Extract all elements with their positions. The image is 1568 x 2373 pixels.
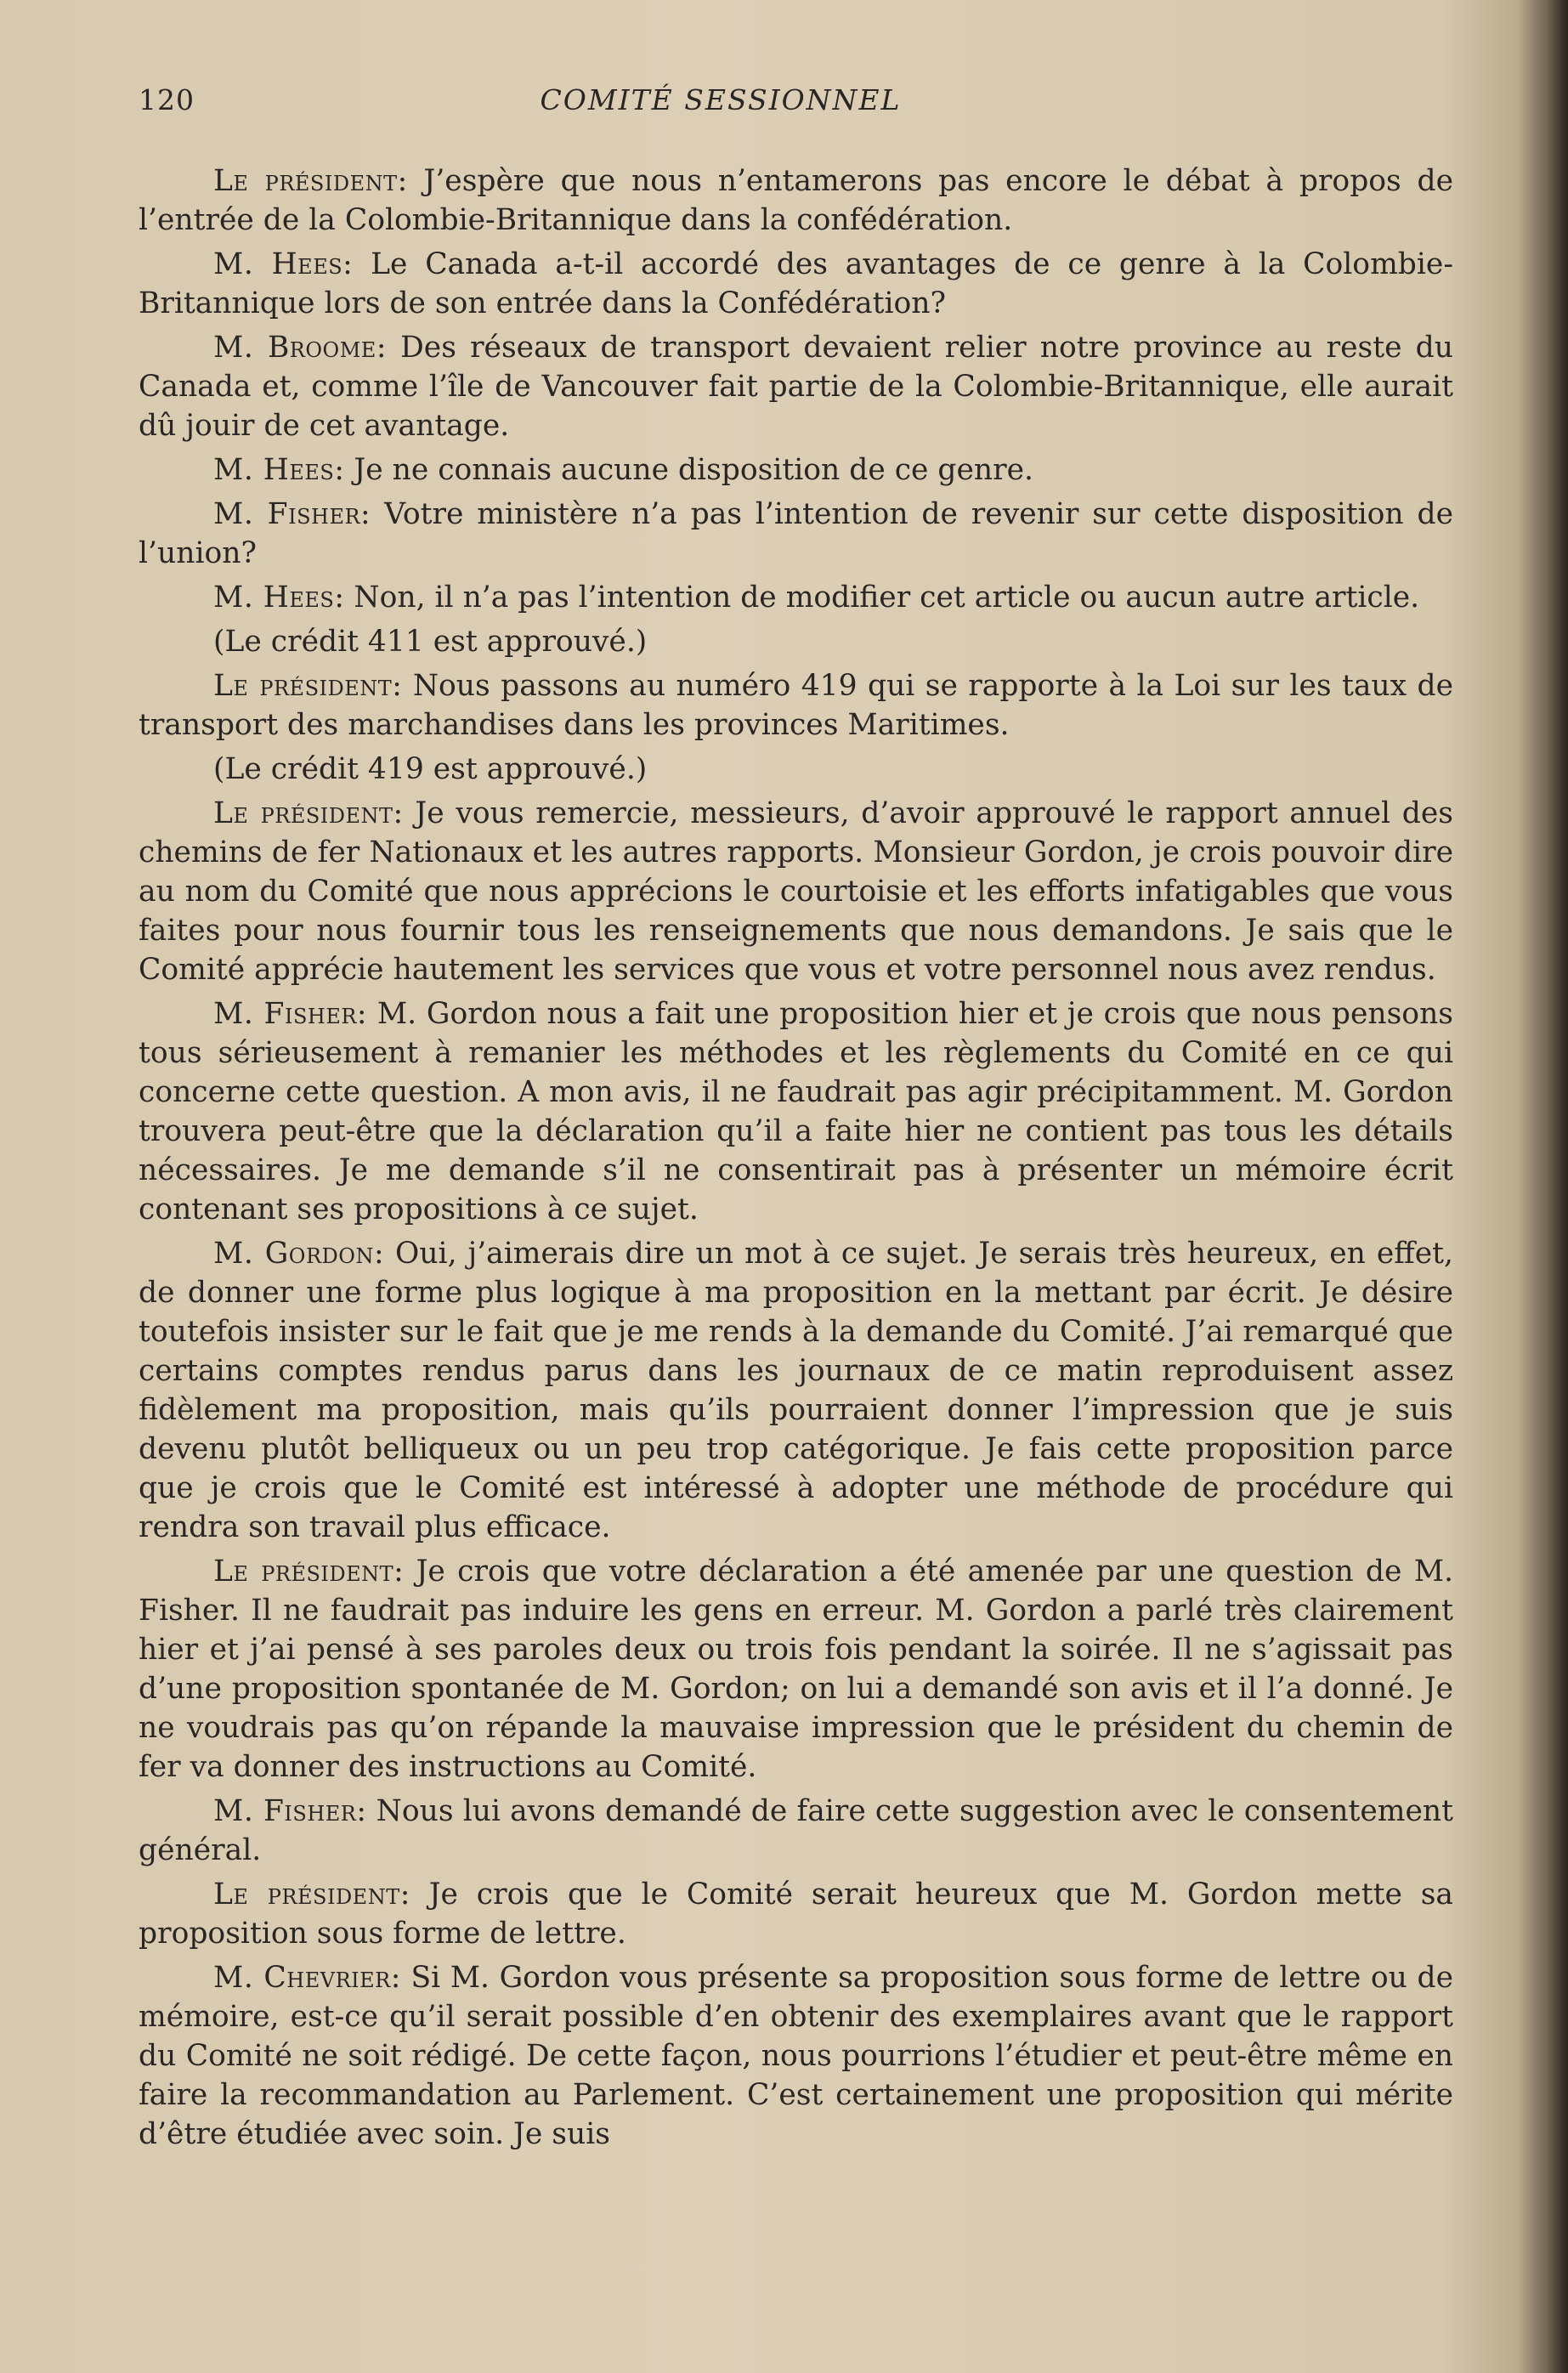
paragraph-text: Nous passons au numéro 419 qui se rapporte à la Loi sur les taux de transport des marchandises dans les provinces Maritimes.	[139, 669, 1453, 742]
speaker-name: M. Gordon:	[213, 1237, 385, 1271]
page-edge-shadow	[1517, 0, 1568, 2373]
speaker-name: Le président:	[213, 1555, 405, 1589]
speaker-name: M. Broome:	[213, 331, 387, 365]
speaker-name: Le président:	[213, 164, 408, 198]
paragraph-text: Nous lui avons demandé de faire cette suggestion avec le consentement général.	[139, 1794, 1454, 1867]
paragraph	[139, 245, 1453, 323]
paragraph	[139, 578, 1453, 617]
paragraph	[139, 1875, 1453, 1953]
paragraph-text: Si M. Gordon vous présente sa proposition sous forme de lettre ou de mémoire, est-ce qu’il serait possible d’en obtenir des exemplaires avant que le rapport du Comité ne soit rédigé. De cette façon, nous pourrions l’étudier et peut-être même en faire la recommandation au Parlement. C’est certainement une proposition qui mérite d’être étudiée avec soin. Je suis	[139, 1961, 1453, 2151]
paragraph-text: Non, il n’a pas l’intention de modifier cet article ou aucun autre article.	[344, 581, 1420, 614]
paragraph-text: Je crois que votre déclaration a été amenée par une question de M. Fisher. Il ne faudrait pas induire les gens en erreur. M. Gordon a parlé très clairement hier et j’ai pensé à ses paroles deux ou trois fois pendant la soirée. Il ne s’agissait pas d’une proposition spontanée de M. Gordon; on lui a demandé son avis et il l’a donné. Je ne voudrais pas qu’on répande la mauvaise impression que le président du chemin de fer va donner des instructions au Comité.	[139, 1555, 1453, 1784]
speaker-name: M. Hees:	[213, 581, 345, 614]
paragraph-text: Je ne connais aucune disposition de ce genre.	[344, 453, 1034, 487]
paragraph-text: Oui, j’aimerais dire un mot à ce sujet. Je serais très heureux, en effet, de donner une forme plus logique à ma proposition en la mettant par écrit. Je désire toutefois insister sur le fait que je me rends à la demande du Comité. J’ai remarqué que certains comptes rendus parus dans les journaux de ce matin reproduisent assez fidèlement ma proposition, mais qu’ils pourraient donner l’impression que je suis devenu plutôt belliqueux ou un peu trop catégorique. Je fais cette proposition parce que je crois que le Comité est intéressé à adopter une méthode de procédure qui rendra son travail plus efficace.	[139, 1237, 1453, 1544]
speaker-name: M. Hees:	[213, 453, 345, 487]
paragraph-text: M. Gordon nous a fait une proposition hier et je crois que nous pensons tous sérieusement à remanier les méthodes et les règlements du Comité en ce qui concerne cette question. A mon avis, il ne faudrait pas agir précipitamment. M. Gordon trouvera peut-être que la déclaration qu’il a faite hier ne contient pas tous les détails nécessaires. Je me demande s’il ne consentirait pas à présenter un mémoire écrit contenant ses propositions à ce sujet.	[139, 997, 1453, 1226]
vote-note	[139, 750, 1453, 789]
speaker-name: M. Fisher:	[213, 997, 368, 1031]
speaker-name: M. Chevrier:	[213, 1961, 401, 1995]
paragraph	[139, 994, 1453, 1229]
paragraph	[139, 666, 1453, 745]
paragraph-text: Le Canada a-t-il accordé des avantages de ce genre à la Colombie-Britannique lors de son entrée dans la Confédération?	[139, 247, 1453, 320]
body-text	[139, 161, 1453, 2159]
running-header	[139, 83, 1456, 126]
speaker-name: Le président:	[213, 796, 404, 830]
speaker-name: M. Fisher:	[213, 497, 371, 531]
speaker-name: M. Hees:	[213, 247, 354, 281]
speaker-name: M. Fisher:	[213, 1794, 367, 1828]
paragraph-text: Je crois que le Comité serait heureux que M. Gordon mette sa proposition sous forme de lettre.	[139, 1877, 1453, 1951]
running-title: COMITÉ SESSIONNEL	[540, 83, 902, 116]
paragraph-text: (Le crédit 411 est approuvé.)	[213, 625, 648, 659]
paragraph	[139, 1552, 1453, 1787]
speaker-name: Le président:	[213, 669, 403, 703]
paragraph	[139, 1792, 1453, 1870]
paragraph	[139, 495, 1453, 573]
paragraph-text: J’espère que nous n’entamerons pas encore le débat à propos de l’entrée de la Colombie-Britannique dans la confédération.	[139, 164, 1454, 237]
paragraph	[139, 161, 1453, 240]
vote-note	[139, 622, 1453, 661]
paragraph	[139, 794, 1453, 989]
paragraph-text: Je vous remercie, messieurs, d’avoir approuvé le rapport annuel des chemins de fer Nationaux et les autres rapports. Monsieur Gordon, je crois pouvoir dire au nom du Comité que nous apprécions le courtoisie et les efforts infatigables que vous faites pour nous fournir tous les renseignements que nous demandons. Je sais que le Comité apprécie hautement les services que vous et votre personnel nous avez rendus.	[139, 796, 1453, 987]
paragraph-text: Des réseaux de transport devaient relier notre province au reste du Canada et, comme l’île de Vancouver fait partie de la Colombie-Britannique, elle aurait dû jouir de cet avantage.	[139, 331, 1453, 443]
paragraph-text: (Le crédit 419 est approuvé.)	[213, 752, 648, 786]
page-number: 120	[139, 83, 195, 116]
speaker-name: Le président:	[213, 1877, 410, 1911]
paragraph	[139, 328, 1453, 445]
paragraph	[139, 1958, 1453, 2154]
paragraph-text: Votre ministère n’a pas l’intention de revenir sur cette disposition de l’union?	[139, 497, 1454, 570]
paragraph	[139, 450, 1453, 490]
paragraph	[139, 1234, 1453, 1547]
